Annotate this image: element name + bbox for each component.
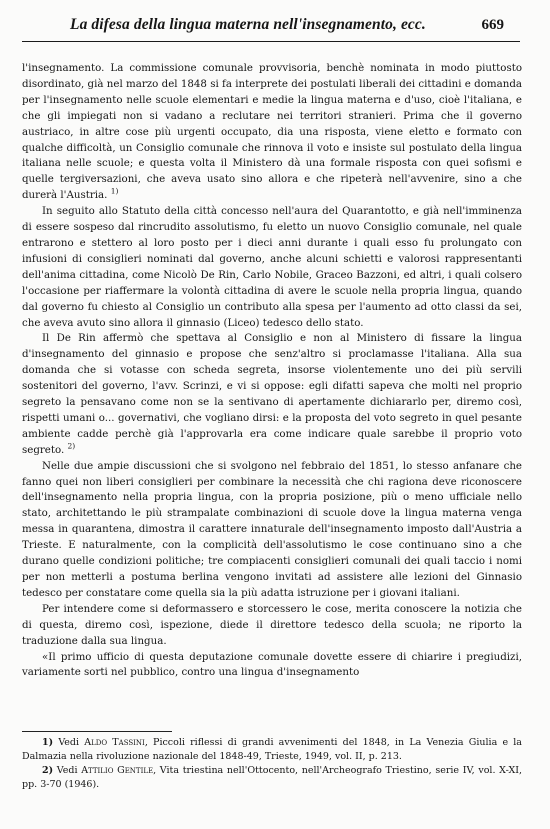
footnote-1 [22, 736, 522, 763]
page-number: 669 [481, 17, 504, 33]
paragraph-2: In seguito allo Statuto della città concesso nell'aura del Quarantotto, e già nell'imminenza di essere sospeso dal rincrudito assolutismo, fu eletto un nuovo Consiglio comunale, nel quale entrarono e stettero al loro posto per i dieci anni durante i quali esso fu prolungato con infusioni di consiglieri nominati dal governo, anche alcuni schietti e valorosi rappresentanti dell'anima cittadina, come Nicolò De Rin, Carlo Nobile, Graceo Bazzoni, ed altri, i quali colsero l'occasione per riaffermare la volontà cittadina di avere le scuole nella propria lingua, quando dal governo fu chiesto al Consiglio un contributo alla spesa per l'aumento ad otto classi da sei, che aveva avuto sino allora il ginnasio (Liceo) tedesco dello stato. [22, 205, 522, 329]
footnote-ref-1[interactable]: 1) [110, 186, 119, 196]
footnote-1-author: Aldo Tassini [84, 737, 145, 748]
header-rule [22, 41, 520, 42]
footnote-ref-2[interactable]: 2) [67, 441, 76, 451]
paragraph-1 [22, 61, 522, 204]
paragraph-1-text: l'insegnamento. La commissione comunale provvisoria, benchè nominata in modo piuttosto disordinato, già nel marzo del 1848 si fa interprete dei postulati liberali dei cittadini e domanda per l'insegnamento nelle scuole elementari e medie la lingua materna e d'uso, cioè l'italiana, e che gli impiegati non si vadano a reclutare nei territori stranieri. Prima che il governo austriaco, in altre cose più urgenti occupato, dia una risposta, viene eletto e formato con qualche difficoltà, un Consiglio comunale che rinnova il voto e insiste sul postulato della lingua italiana nelle scuole; e questa volta il Ministero dà una formale risposta con quei sofismi e quelle tergiversazioni, che aveva usato sino allora e che ripeterà nell'avvenire, sino a che durerà l'Austria. [22, 62, 522, 202]
footnote-rule [22, 731, 172, 732]
footnote-1-number: 1) [42, 737, 54, 748]
paragraph-4: Nelle due ampie discussioni che si svolgono nel febbraio del 1851, lo stesso anfanare che fanno quei non liberi consiglieri per combinare la necessità che chi ragiona deve riconoscere dell'insegnamento nella propria lingua, con la propria posizione, più o meno ufficiale nello stato, architettando le più strampalate combinazioni di scuole dove la lingua materna venga messa in quarantena, dimostra il carattere innaturale dell'insegnamento imposto dall'Austria a Trieste. E naturalmente, con la complicità dell'assolutismo le cose continuano sino a che durano quelle condizioni politiche; tre compiacenti consiglieri comunali dei quali taccio i nomi per non metterli a postuma berlina vengono invitati ad assistere alle lezioni del Ginnasio tedesco per constatare come quella sia la più adatta istruzione per i giovani italiani. [22, 459, 522, 599]
footnote-2-author: Attilio Gentile [81, 765, 154, 777]
paragraph-3-text: Il De Rin affermò che spettava al Consiglio e non al Ministero di fissare la lingua d'insegnamento del ginnasio e propose che senz'altro si proclamasse l'italiana. Alla sua domanda che si votasse con scheda segreta, insorse violentemente uno dei più servili sostenitori del governo, l'avv. Scrinzi, e vi si oppose: egli difatti sapeva che molti nel proprio segreto la pensavano come non se la sentivano di apertamente dichiararlo per, diremo così, rispetti umani o... governativi, che vogliano dirsi: e la proposta del voto segreto in quel pesante ambiente cadde perchè già l'approvarla era come indicare quale sarebbe il proprio voto segreto. [22, 332, 522, 456]
footnote-2 [22, 764, 522, 791]
running-header [70, 16, 504, 38]
paragraph-3 [22, 331, 522, 458]
paragraph-5: Per intendere come si deformassero e storcessero le cose, merita conoscere la notizia che di questa, diremo così, ispezione, diede il direttore tedesco della scuola; ne riporto la traduzione dalla sua lingua. [22, 602, 522, 647]
paragraph-6: «Il primo ufficio di questa deputazione comunale dovette essere di chiarire i pregiudizi, variamente sorti nel pubblico, contro una lingua d'insegnamento [22, 650, 522, 679]
body-text [22, 61, 522, 681]
running-title: La difesa della lingua materna nell'insegnamento, ecc. [70, 16, 426, 33]
footnote-1-pre: Vedi [58, 737, 80, 748]
footnote-1-citation: , Piccoli riflessi di grandi avvenimenti del 1848, in La Venezia Giulia e la Dalmazia nella rivoluzione nazionale del 1848-49, Trieste, 1949, vol. II, p. 213. [22, 737, 522, 762]
footnotes [22, 736, 522, 792]
footnote-2-pre: Vedi [56, 765, 78, 777]
footnote-2-citation: , Vita triestina nell'Ottocento, nell'Archeografo Triestino, serie IV, vol. X-XI, pp. 3-70 (1946). [22, 765, 522, 790]
footnote-2-number: 2) [42, 765, 54, 777]
